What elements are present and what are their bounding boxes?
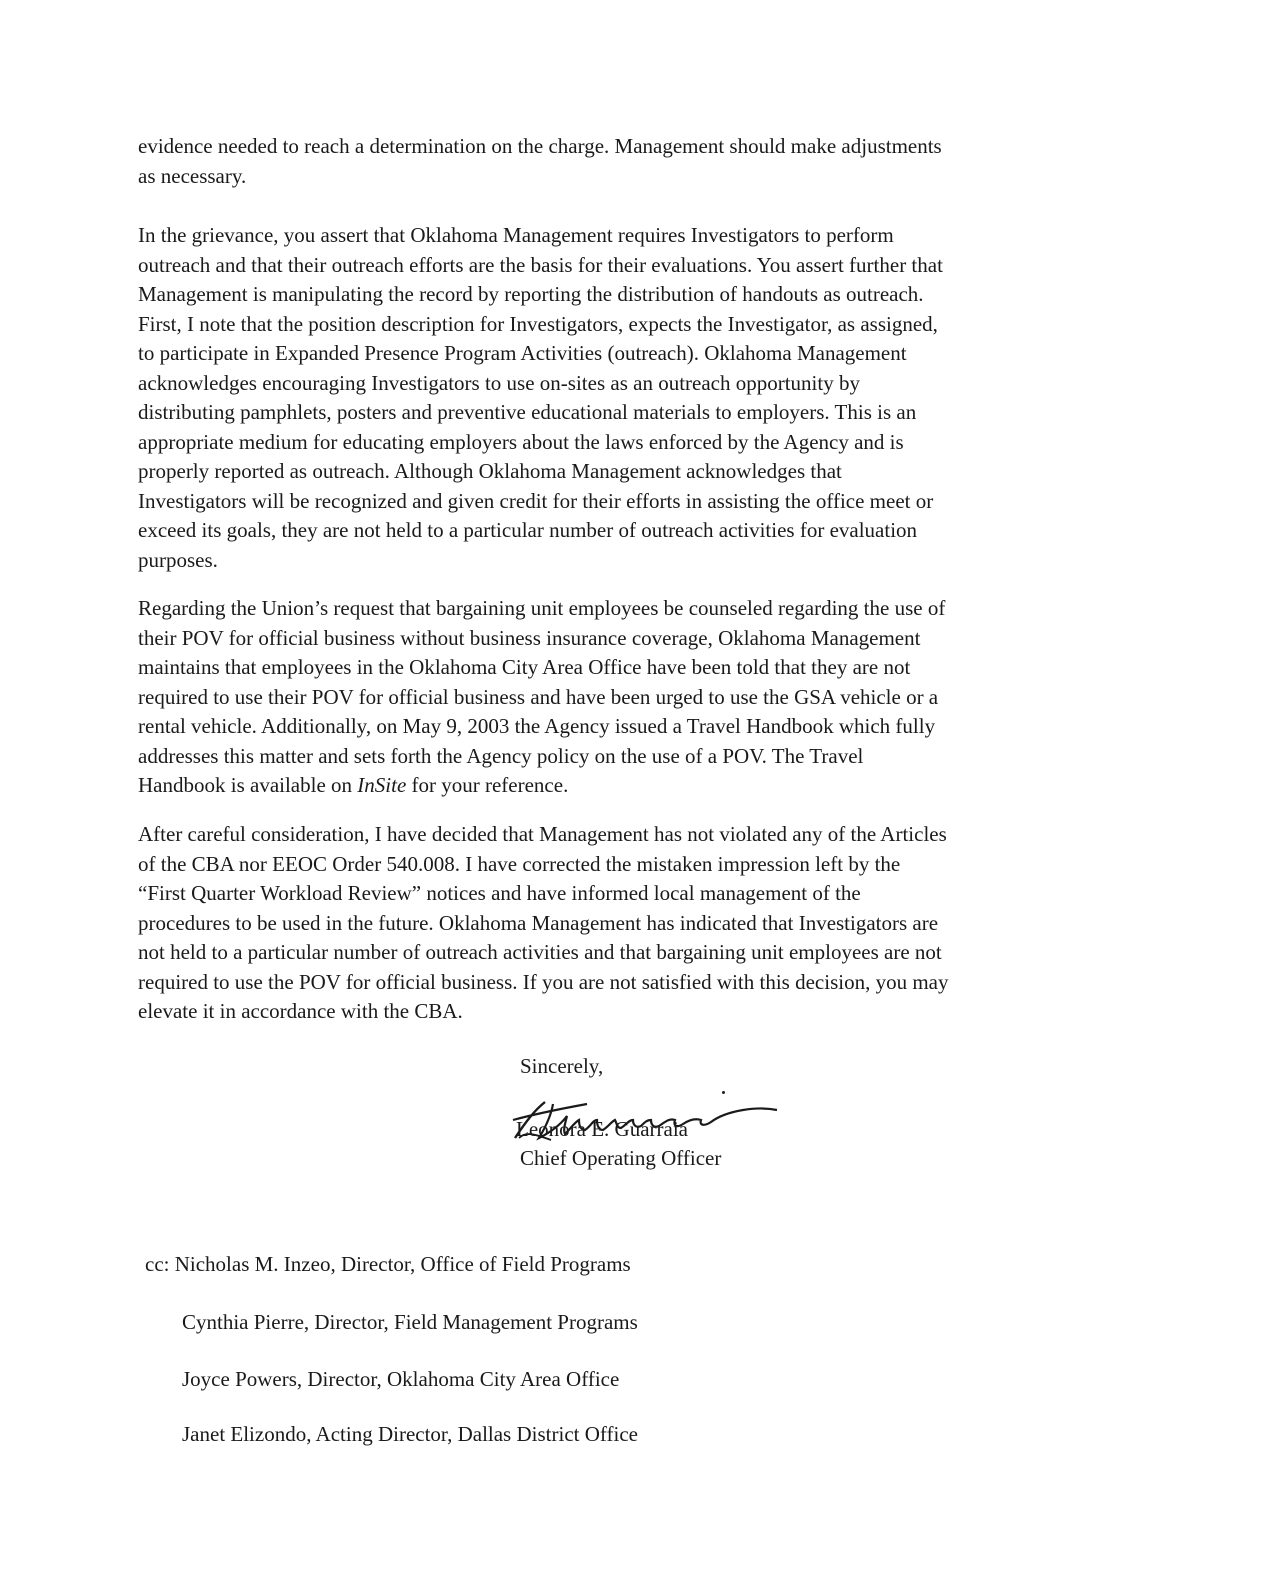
- cc-line-1: [145, 1252, 631, 1277]
- signatory-title: Chief Operating Officer: [520, 1146, 722, 1170]
- text-line: In the grievance, you assert that Oklahoma Management requires Investigators to perform: [138, 223, 894, 247]
- text-line: their POV for official business without business insurance coverage, Oklahoma Management: [138, 625, 921, 650]
- text-line: purposes.: [138, 547, 218, 572]
- text-line: distributing pamphlets, posters and preventive educational materials to employers. This is an: [138, 400, 917, 424]
- text-line: Investigators will be recognized and given credit for their efforts in assisting the office meet or: [138, 488, 934, 513]
- text-line: Regarding the Union’s request that bargaining unit employees be counseled regarding the use of: [138, 596, 946, 620]
- paragraph-2: [138, 221, 1118, 575]
- text-line: required to use the POV for official business. If you are not satisfied with this decision, you may: [138, 969, 949, 994]
- text-line: rental vehicle. Additionally, on May 9, 2003 the Agency issued a Travel Handbook which fully: [138, 714, 936, 738]
- text-fragment: Handbook is available on: [138, 773, 358, 797]
- text-line: as necessary.: [138, 163, 247, 188]
- text-line: After careful consideration, I have decided that Management has not violated any of the Articles: [138, 822, 947, 846]
- text-line: of the CBA nor EEOC Order 540.008. I have corrected the mistaken impression left by the: [138, 851, 901, 876]
- cc-recipient: Janet Elizondo, Acting Director, Dallas District Office: [182, 1422, 638, 1446]
- text-line: addresses this matter and sets forth the Agency policy on the use of a POV. The Travel: [138, 743, 864, 768]
- cc-prefix: cc:: [145, 1252, 170, 1276]
- cc-recipient: Joyce Powers, Director, Oklahoma City Area Office: [182, 1367, 620, 1391]
- ink-dot: [722, 1091, 725, 1094]
- signatory-name: Leonora E. Guarraia: [516, 1117, 688, 1141]
- text-line: to participate in Expanded Presence Program Activities (outreach). Oklahoma Management: [138, 341, 907, 365]
- insite-emphasis: InSite: [357, 773, 407, 797]
- text-line: elevate it in accordance with the CBA.: [138, 999, 463, 1023]
- handwritten-signature: [505, 1080, 795, 1160]
- text-line: procedures to be used in the future. Oklahoma Management has indicated that Investigators are: [138, 910, 939, 935]
- text-line: exceed its goals, they are not held to a particular number of outreach activities for evaluation: [138, 518, 918, 542]
- text-line: Management is manipulating the record by reporting the distribution of handouts as outreach.: [138, 282, 924, 306]
- text-line-with-emphasis: [138, 771, 1118, 801]
- text-line: appropriate medium for educating employers about the laws enforced by the Agency and is: [138, 429, 904, 454]
- text-fragment: for your reference.: [406, 773, 569, 797]
- text-line: required to use their POV for official business and have been urged to use the GSA vehicle or a: [138, 684, 939, 709]
- paragraph-4: [138, 820, 1118, 1027]
- paragraph-3: [138, 594, 1118, 801]
- text-line: “First Quarter Workload Review” notices and have informed local management of the: [138, 881, 861, 905]
- text-line: properly reported as outreach. Although Oklahoma Management acknowledges that: [138, 459, 842, 483]
- text-line: acknowledges encouraging Investigators to use on-sites as an outreach opportunity by: [138, 370, 860, 395]
- text-line: maintains that employees in the Oklahoma City Area Office have been told that they are not: [138, 655, 911, 679]
- salutation: Sincerely,: [520, 1054, 604, 1078]
- text-line: outreach and that their outreach efforts are the basis for their evaluations. You assert further that: [138, 252, 943, 277]
- cc-recipient: Nicholas M. Inzeo, Director, Office of Field Programs: [174, 1252, 631, 1276]
- text-line: not held to a particular number of outreach activities and that bargaining unit employees are not: [138, 940, 942, 964]
- cc-recipient: Cynthia Pierre, Director, Field Management Programs: [182, 1310, 638, 1334]
- paragraph-1: [138, 132, 1118, 191]
- text-line: evidence needed to reach a determination on the charge. Management should make adjustments: [138, 134, 942, 158]
- text-line: First, I note that the position description for Investigators, expects the Investigator, as assigned,: [138, 311, 938, 336]
